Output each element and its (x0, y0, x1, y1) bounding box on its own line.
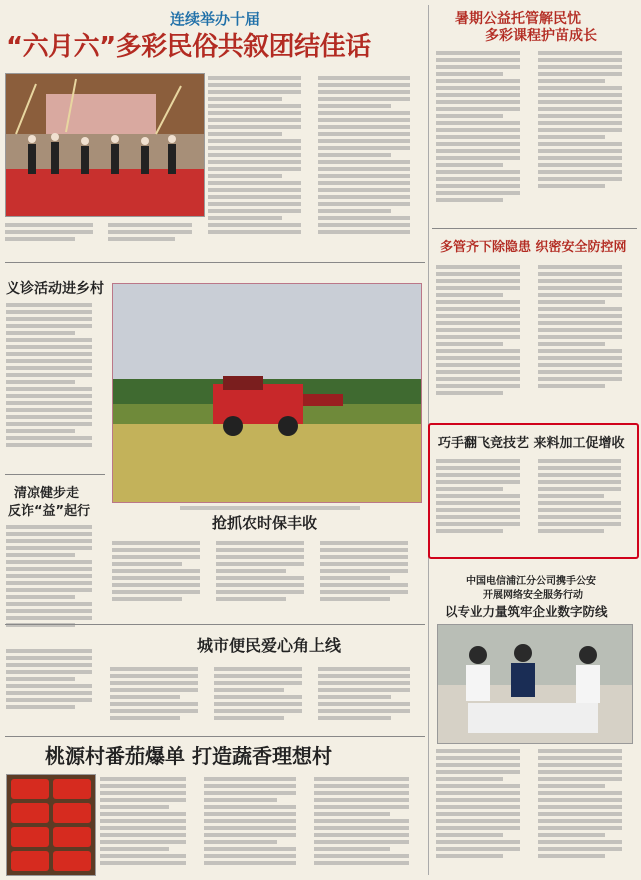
harvest-col3 (320, 538, 420, 618)
safety-col2 (538, 262, 634, 412)
convenience-col2 (214, 664, 314, 730)
summer-col2 (538, 48, 634, 218)
craft-title: 巧手翻飞竞技艺 来料加工促增收 (438, 436, 625, 451)
harvest-title: 抢抓农时保丰收 (212, 514, 318, 532)
volunteer-body (6, 300, 104, 468)
health-title-1: 清凉健步走 (14, 486, 80, 501)
top-kicker: 连续举办十届 (170, 10, 261, 28)
harvest-photo (112, 283, 422, 503)
craft-col2 (538, 456, 632, 550)
safety-col1 (436, 262, 532, 412)
tomato-col3 (314, 774, 422, 874)
convenience-col3 (318, 664, 422, 730)
tomato-col1 (100, 774, 198, 874)
telecom-col1 (436, 746, 532, 872)
telecom-title-3: 以专业力量筑牢企业数字防线 (445, 604, 608, 619)
convenience-col1 (110, 664, 210, 730)
top-article-col2 (108, 220, 204, 250)
left-bottom-col (6, 646, 104, 726)
health-body (6, 522, 104, 640)
summer-col1 (436, 48, 532, 224)
summer-title-1: 暑期公益托管解民忧 (455, 11, 581, 27)
tomato-photo (6, 774, 96, 876)
convenience-title: 城市便民爱心角上线 (197, 636, 342, 655)
health-title-2: 反诈“益”起行 (8, 504, 91, 519)
volunteer-title: 义诊活动进乡村 (6, 281, 104, 297)
top-article-col1 (5, 220, 105, 250)
tomato-title: 桃源村番茄爆单 打造蔬香理想村 (45, 744, 332, 768)
telecom-title-1: 中国电信浦江分公司携手公安 (466, 576, 596, 587)
telecom-col2 (538, 746, 634, 872)
summer-title-2: 多彩课程护苗成长 (485, 28, 597, 44)
top-article-col4 (318, 73, 422, 253)
telecom-photo (437, 624, 633, 744)
harvest-col1 (112, 538, 212, 618)
craft-col1 (436, 456, 532, 550)
telecom-title-2: 开展网络安全服务行动 (483, 590, 583, 601)
harvest-col2 (216, 538, 316, 618)
folk-festival-photo (5, 73, 205, 217)
safety-title: 多管齐下除隐患 织密安全防控网 (440, 240, 627, 255)
top-headline: “六月六”多彩民俗共叙团结佳话 (6, 32, 371, 62)
tomato-col2 (204, 774, 308, 874)
top-article-col3 (208, 73, 314, 253)
